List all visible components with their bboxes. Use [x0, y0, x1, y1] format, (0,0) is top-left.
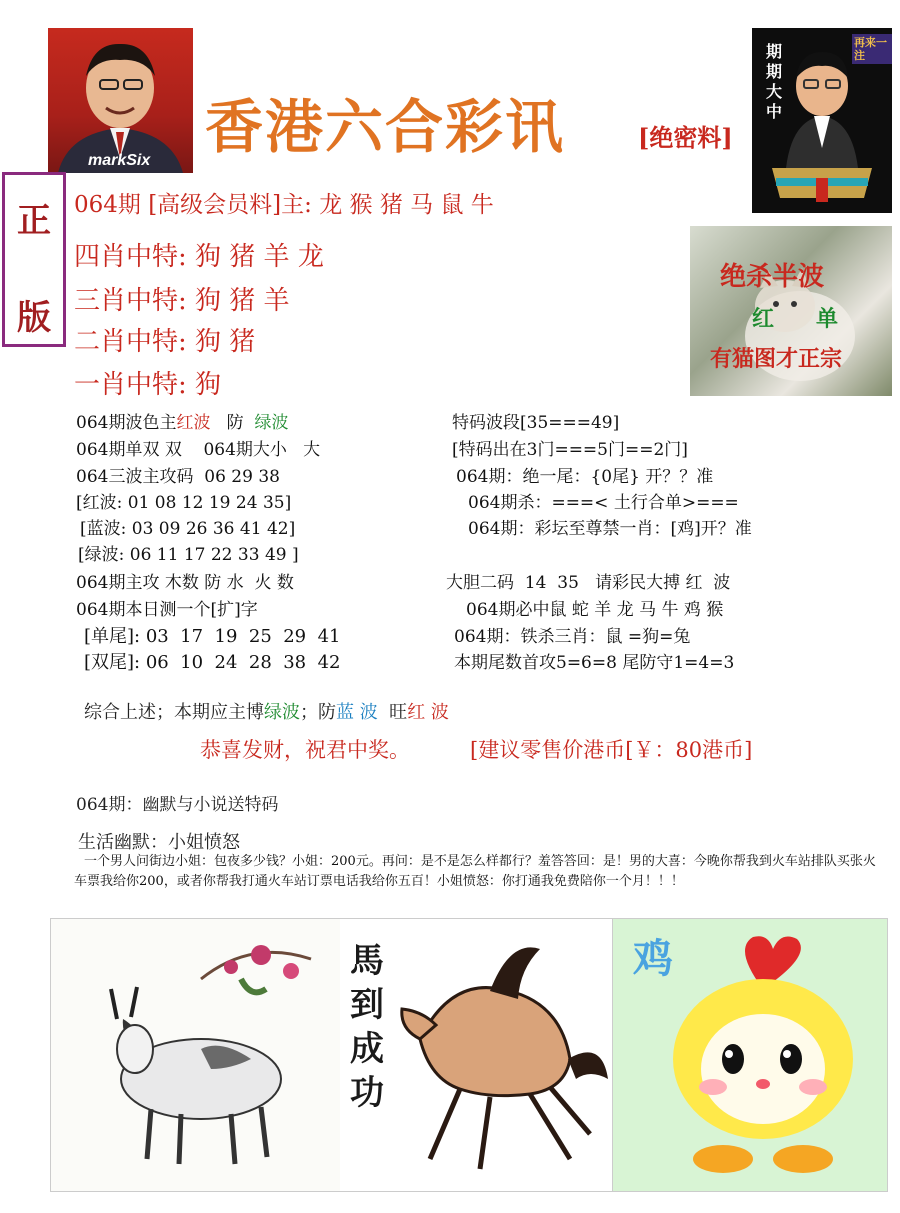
- wave-guard-label: 防: [210, 413, 255, 433]
- kill-three-zodiacs: 064期：铁杀三肖：鼠 =狗=兔: [454, 627, 691, 647]
- cartoon-tag: 再来一注: [852, 34, 892, 64]
- banned-zodiac-line: 064期：彩坛至尊禁一肖：[鸡]开？准: [468, 519, 752, 539]
- congrats-text: 恭喜发财，祝君中奖。: [200, 738, 410, 762]
- three-wave-codes: 064三波主攻码 06 29 38: [76, 467, 280, 487]
- four-zodiac-pick: 四肖中特: 狗 猪 羊 龙: [74, 242, 324, 272]
- retail-price: [建议零售价港币[￥：80港币]: [470, 738, 753, 762]
- double-tail-numbers: [双尾]: 06 10 24 28 38 42: [84, 652, 341, 673]
- single-tail-numbers: [单尾]: 03 17 19 25 29 41: [84, 626, 341, 647]
- odd-even-size-line: 064期单双 双 064期大小 大: [76, 440, 321, 460]
- wave-guard-green: 绿波: [254, 413, 289, 433]
- title-tag: [绝密料]: [638, 123, 733, 152]
- cat-box-line1: 绝杀半波: [720, 262, 825, 292]
- blue-wave-numbers: [蓝波: 03 09 26 36 41 42]: [80, 519, 296, 539]
- kill-element-line: 064期杀：===< 土行合单>===: [468, 493, 739, 513]
- daily-character-line: 064期本日测一个[扩]字: [76, 600, 258, 620]
- calligraphy: [350, 939, 390, 1115]
- fortune-cartoon: [752, 28, 892, 213]
- special-code-gates: [特码出在3门===5门==2门]: [452, 440, 688, 460]
- story-heading: 064期：幽默与小说送特码: [76, 795, 279, 815]
- authentic-edition-badge: [2, 172, 66, 347]
- wave-main-red: 红波: [176, 413, 211, 433]
- host-photo: [48, 28, 193, 173]
- story-text: 一个男人问街边小姐：包夜多少钱？小姐：200元。再问：是不是怎么样都行？羞答答回：是！男的大喜：今晚你帮我到火车站排队买张火车票我给你200，或者你帮我打通火车站订票电话我给你五百！小姐愤怒：你打通我免费陪你一个月！！！: [74, 854, 876, 889]
- summary-prefix: 综合上述；本期应主博: [84, 702, 264, 723]
- page-title: 香港六合彩讯: [205, 93, 566, 161]
- goat-painting: [50, 918, 342, 1192]
- calligraphy-char-1: 馬: [350, 941, 384, 981]
- summary-green: 绿波: [264, 702, 300, 723]
- wave-color-label: 064期波色主: [76, 413, 177, 433]
- bold-two-codes: 大胆二码 14 35 请彩民大搏 红 波: [446, 573, 731, 593]
- calligraphy-char-3: 成: [350, 1029, 384, 1069]
- cartoon-caption: 期期大中: [766, 42, 783, 121]
- one-zodiac-pick: 一肖中特: 狗: [74, 370, 222, 400]
- two-zodiac-pick: 二肖中特: 狗 猪: [74, 327, 256, 357]
- tail-attack-defense: 本期尾数首攻5=6=8 尾防守1=4=3: [454, 653, 735, 673]
- summary-blue: 蓝 波: [336, 702, 378, 723]
- horse-painting: [340, 918, 612, 1192]
- element-attack-line: 064期主攻 木数 防 水 火 数: [76, 573, 294, 593]
- badge-char-1: 正: [17, 201, 51, 241]
- badge-char-2: 版: [17, 298, 51, 338]
- cat-promo-box: [690, 226, 892, 396]
- cat-box-red: 红: [752, 306, 775, 332]
- wave-color-line: [76, 408, 288, 433]
- calligraphy-char-2: 到: [350, 985, 384, 1025]
- rooster-character: 鸡: [633, 935, 673, 982]
- red-wave-numbers: [红波: 01 08 12 19 24 35]: [76, 493, 292, 513]
- tail-pick-line: 064期：绝一尾：{0尾} 开？？准: [456, 467, 714, 487]
- cat-box-line3: 有猫图才正宗: [710, 346, 843, 372]
- summary-red: 红 波: [407, 702, 449, 723]
- issue-headline: 064期 [高级会员料]主: 龙 猴 猪 马 鼠 牛: [74, 192, 494, 218]
- must-hit-zodiacs: 064期必中鼠 蛇 羊 龙 马 牛 鸡 猴: [466, 600, 724, 620]
- summary-prosper: 旺: [377, 702, 408, 723]
- cat-box-single: 单: [816, 306, 839, 332]
- three-zodiac-pick: 三肖中特: 狗 猪 羊: [74, 286, 290, 316]
- special-code-range: 特码波段[35===49]: [452, 413, 620, 433]
- green-wave-numbers: [绿波: 06 11 17 22 33 49 ]: [78, 545, 299, 565]
- chick-illustration: [612, 918, 888, 1192]
- goat-icon: [51, 919, 341, 1191]
- summary-guard: ；防: [300, 702, 336, 723]
- summary-line: [84, 698, 449, 724]
- calligraphy-char-4: 功: [350, 1073, 384, 1113]
- marksix-logo: markSix: [88, 152, 151, 169]
- story-title: 生活幽默：小姐愤怒: [78, 832, 240, 853]
